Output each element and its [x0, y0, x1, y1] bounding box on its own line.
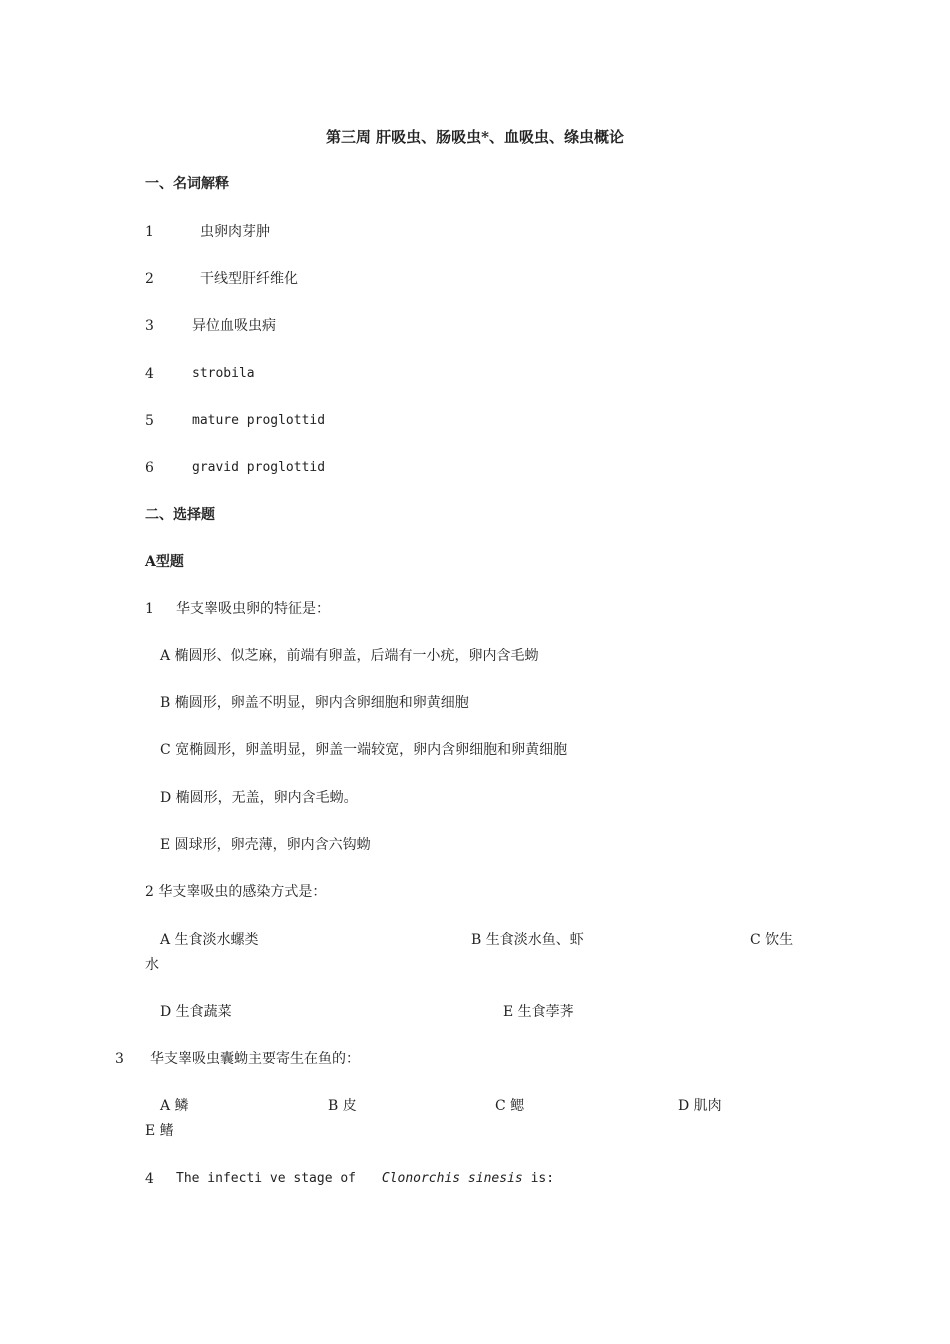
item-text: 干线型肝纤维化 [200, 271, 298, 287]
question-stem: 华支睾吸虫卵的特征是： [176, 601, 330, 617]
question-number: 4 [145, 1171, 154, 1187]
option-b: B 皮 [328, 1098, 357, 1114]
option-c: C 鳃 [495, 1098, 525, 1114]
option-e: E 生食荸荠 [503, 1004, 574, 1020]
stem-text-end: is: [530, 1171, 555, 1186]
species-name: Clonorchis sinesis [381, 1171, 523, 1186]
item-number: 5 [145, 413, 154, 429]
item-text: 虫卵肉芽肿 [200, 224, 270, 240]
item-text: 异位血吸虫病 [192, 318, 276, 334]
item-number: 6 [145, 460, 154, 476]
option-e: E 圆球形，卵壳薄，卵内含六钩蚴 [160, 837, 371, 853]
item-text: strobila [192, 366, 255, 381]
item-text: mature proglottid [192, 413, 326, 428]
option-a: A 生食淡水螺类 [160, 932, 259, 948]
option-b: B 生食淡水鱼、虾 [471, 932, 584, 948]
item-number: 4 [145, 366, 154, 382]
option-d: D 椭圆形，无盖，卵内含毛蚴。 [160, 790, 358, 806]
item-number: 2 [145, 271, 154, 287]
stem-text: The infecti ve stage of [176, 1171, 357, 1186]
option-e: E 鳍 [145, 1123, 174, 1139]
item-number: 1 [145, 224, 154, 240]
question-stem [176, 1169, 554, 1189]
page-title: 第三周 肝吸虫、肠吸虫*、血吸虫、绦虫概论 [325, 128, 625, 146]
subheading-a-type: A型题 [145, 554, 184, 570]
option-c-wrap: 水 [145, 957, 159, 973]
option-a: A 椭圆形、似芝麻，前端有卵盖，后端有一小疣，卵内含毛蚴 [160, 648, 539, 664]
option-d: D 生食蔬菜 [160, 1004, 232, 1020]
item-text: gravid proglottid [192, 460, 326, 475]
section-heading-definitions: 一、名词解释 [145, 176, 229, 192]
section-heading-choice: 二、选择题 [145, 507, 215, 523]
option-c: C 宽椭圆形，卵盖明显，卵盖一端较宽，卵内含卵细胞和卵黄细胞 [160, 742, 568, 758]
question-stem: 2 华支睾吸虫的感染方式是： [145, 884, 327, 900]
item-number: 3 [145, 318, 154, 334]
option-b: B 椭圆形，卵盖不明显，卵内含卵细胞和卵黄细胞 [160, 695, 469, 711]
question-number: 3 [115, 1051, 124, 1067]
question-number: 1 [145, 601, 154, 617]
option-d: D 肌肉 [678, 1098, 722, 1114]
question-stem: 华支睾吸虫囊蚴主要寄生在鱼的： [150, 1051, 360, 1067]
option-a: A 鳞 [160, 1098, 189, 1114]
option-c: C 饮生 [750, 932, 794, 948]
